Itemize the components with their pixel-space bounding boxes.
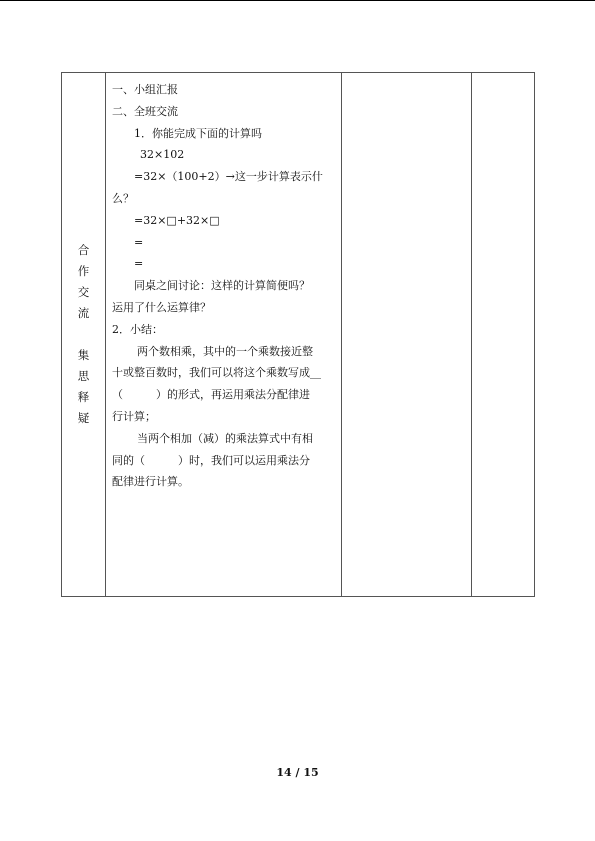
text-line: 么？ <box>112 191 134 205</box>
heading-class-exchange: 二、全班交流 <box>112 104 178 118</box>
expression-line: =32×□+32×□ <box>134 213 220 227</box>
summary-text: 配律进行计算。 <box>112 475 189 489</box>
stage-char: 思 <box>77 369 90 383</box>
column-divider-3 <box>471 73 472 596</box>
stage-char: 合 <box>77 243 90 257</box>
column-divider-1 <box>105 73 106 596</box>
lesson-content <box>112 79 346 493</box>
page-number: 14 / 15 <box>276 766 319 779</box>
stage-char: 作 <box>77 264 90 278</box>
summary-heading: 2．小结： <box>112 322 163 336</box>
stage-label <box>62 73 105 596</box>
stage-char: 流 <box>77 306 90 320</box>
summary-text: 两个数相乘，其中的一个乘数接近整 <box>137 344 313 358</box>
discussion-prompt: 同桌之间讨论：这样的计算简便吗？ <box>134 279 310 293</box>
expression-line: =32×（100+2）→这一步计算表示什 <box>134 170 323 184</box>
expression-line: 32×102 <box>140 148 185 162</box>
summary-text: 十或整百数时，我们可以将这个乘数写成__ <box>112 366 321 380</box>
summary-text: 同的（ ）时，我们可以运用乘法分 <box>112 453 310 467</box>
heading-group-report: 一、小组汇报 <box>112 83 178 96</box>
stage-char: 交 <box>77 285 90 299</box>
summary-text: 行计算； <box>112 409 156 423</box>
stage-char: 集 <box>77 348 90 362</box>
expression-line: = <box>134 235 144 249</box>
question-1: 1．你能完成下面的计算吗 <box>134 126 262 140</box>
stage-char: 释 <box>77 390 90 404</box>
text-line: 运用了什么运算律？ <box>112 300 211 314</box>
summary-text: 当两个相加（减）的乘法算式中有相 <box>137 431 313 445</box>
stage-char: 疑 <box>77 411 90 425</box>
top-rule <box>0 0 595 1</box>
summary-text: （ ）的形式，再运用乘法分配律进 <box>112 388 310 402</box>
lesson-table <box>61 72 535 597</box>
expression-line: = <box>134 257 144 271</box>
